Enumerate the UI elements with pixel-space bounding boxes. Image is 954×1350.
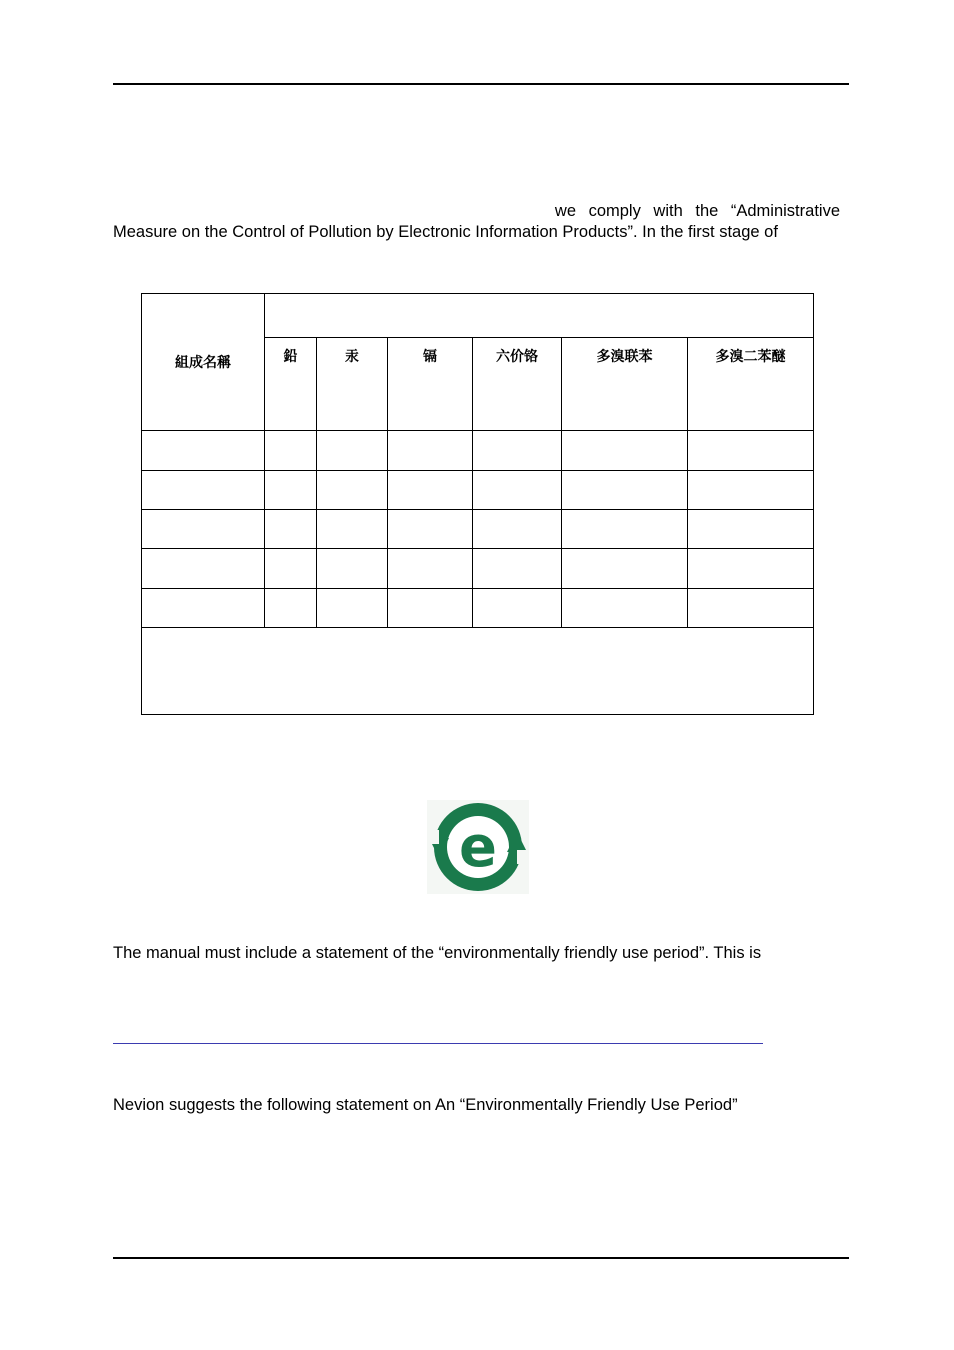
substance-mercury-header: 汞	[317, 338, 388, 431]
table-cell	[265, 431, 317, 471]
table-cell	[142, 431, 265, 471]
footer-rule	[113, 1257, 849, 1259]
table-cell	[142, 589, 265, 628]
table-row	[142, 589, 814, 628]
table-cell	[317, 471, 388, 510]
substance-cadmium-header: 镉	[388, 338, 473, 431]
table-cell	[473, 471, 562, 510]
substance-pbde-header: 多溴二苯醚	[688, 338, 814, 431]
table-cell	[142, 510, 265, 549]
substance-chromium-header: 六价铬	[473, 338, 562, 431]
table-cell	[562, 510, 688, 549]
table-row	[142, 549, 814, 589]
table-cell	[473, 431, 562, 471]
table-cell	[688, 549, 814, 589]
table-cell	[142, 549, 265, 589]
table-cell	[473, 589, 562, 628]
statement-suggestion: Nevion suggests the following statement on An “Environmentally Friendly Use Period”	[113, 1096, 738, 1114]
logo-letter: e	[459, 815, 497, 880]
table-cell	[388, 471, 473, 510]
table-cell	[142, 471, 265, 510]
environment-friendly-use-period-logo	[427, 800, 529, 894]
table-footnote	[142, 628, 814, 715]
table-cell	[317, 589, 388, 628]
table-cell	[562, 589, 688, 628]
table-cell	[388, 431, 473, 471]
table-cell	[265, 510, 317, 549]
table-cell	[562, 431, 688, 471]
hazardous-substance-table	[141, 293, 814, 715]
table-cell	[317, 510, 388, 549]
table-row	[142, 510, 814, 549]
table-cell	[562, 549, 688, 589]
table-cell	[388, 589, 473, 628]
intro-line-2: Measure on the Control of Pollution by Electronic Information Products”. In the first stage of	[113, 223, 778, 241]
table-cell	[388, 549, 473, 589]
table-cell	[317, 549, 388, 589]
table-cell	[473, 510, 562, 549]
table-cell	[688, 510, 814, 549]
table-cell	[265, 589, 317, 628]
table-cell	[265, 549, 317, 589]
table-row	[142, 431, 814, 471]
component-name-header: 組成名稱	[142, 294, 265, 431]
substance-lead-header: 鉛	[265, 338, 317, 431]
table-cell	[688, 589, 814, 628]
substance-group-header	[265, 294, 814, 338]
table-cell	[473, 549, 562, 589]
header-rule	[113, 83, 849, 85]
table-cell	[688, 471, 814, 510]
substance-pbb-header: 多溴联苯	[562, 338, 688, 431]
table-cell	[317, 431, 388, 471]
intro-line-1: we comply with the “Administrative	[554, 202, 840, 220]
intro-paragraph	[113, 201, 840, 243]
table-cell	[388, 510, 473, 549]
statement-use-period: The manual must include a statement of the “environmentally friendly use period”. This is	[113, 944, 762, 962]
table-cell	[688, 431, 814, 471]
table-cell	[265, 471, 317, 510]
link-underline	[113, 1043, 763, 1044]
table-row	[142, 471, 814, 510]
table-cell	[562, 471, 688, 510]
